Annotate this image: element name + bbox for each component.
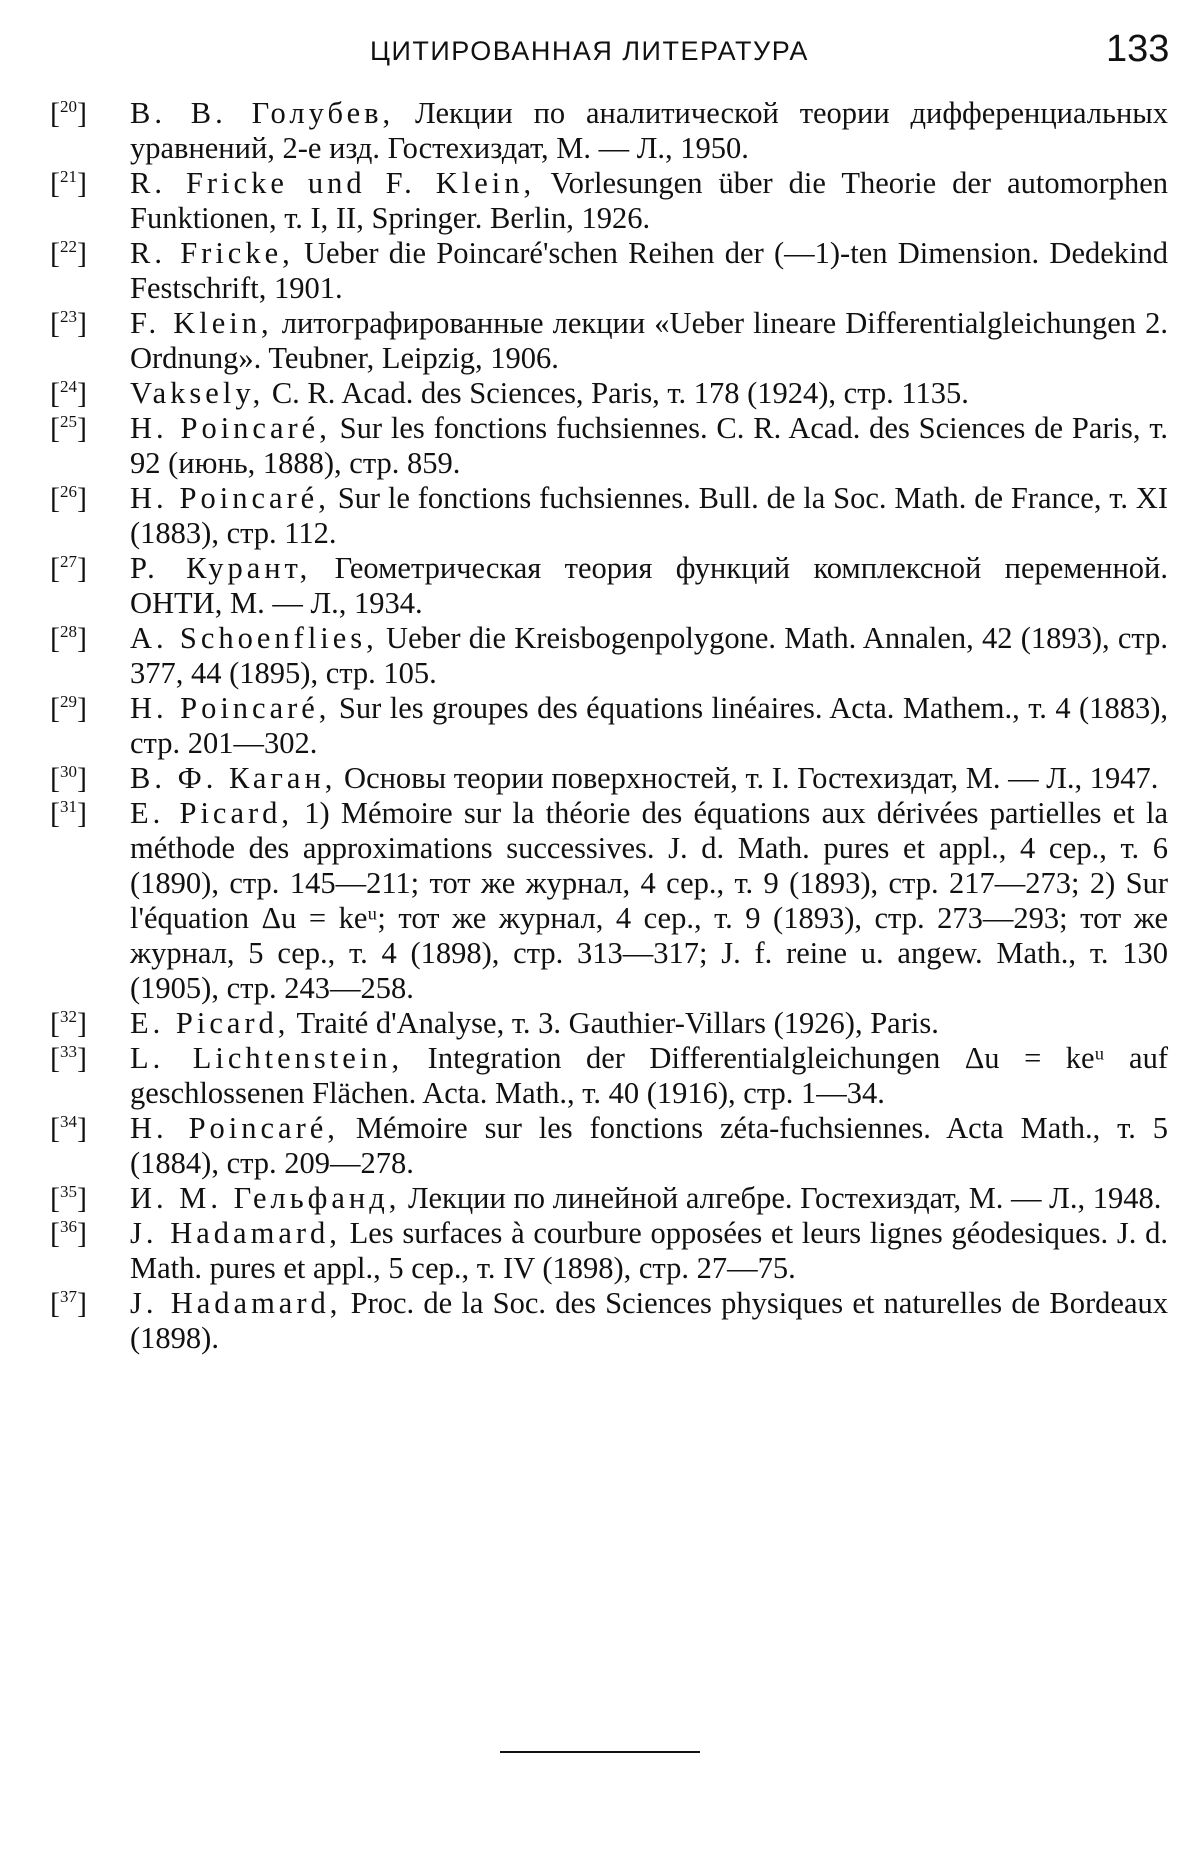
reference-body: Sur le fonctions fuchsiennes. Bull. de la Soc. Math. de France, т. XI (1883), стр. 112.: [130, 481, 1168, 550]
reference-item: [50, 1216, 1168, 1286]
reference-body: Proc. de la Soc. des Sciences physiques et naturelles de Bordeaux (1898).: [130, 1286, 1168, 1355]
reference-number: [$^{28}$]: [50, 622, 87, 655]
running-header: [0, 28, 1200, 78]
reference-author: F. Klein,: [130, 306, 273, 340]
reference-author: R. Fricke und F. Klein,: [130, 166, 536, 200]
reference-item: [50, 481, 1168, 551]
reference-text: [130, 621, 1168, 691]
reference-text: [130, 376, 1168, 411]
reference-author: E. Picard,: [130, 796, 294, 830]
reference-author: L. Lichtenstein,: [130, 1041, 404, 1075]
reference-number: [$^{34}$]: [50, 1112, 87, 1145]
reference-number: [$^{21}$]: [50, 167, 87, 200]
reference-body: Sur les fonctions fuchsiennes. C. R. Acad. des Sciences de Paris, т. 92 (июнь, 1888), стр. 859.: [130, 411, 1168, 480]
reference-number-value: 28: [60, 622, 77, 641]
reference-item: [50, 1181, 1168, 1216]
reference-number: [$^{26}$]: [50, 482, 87, 515]
reference-body: Traité d'Analyse, т. 3. Gauthier-Villars (1926), Paris.: [289, 1006, 939, 1040]
reference-number-value: 37: [60, 1287, 77, 1306]
reference-item: [50, 551, 1168, 621]
reference-text: [130, 796, 1168, 1006]
reference-number-value: 33: [60, 1042, 77, 1061]
reference-item: [50, 796, 1168, 1006]
reference-body: Основы теории поверхностей, т. I. Гостехиздат, М. — Л., 1947.: [336, 761, 1159, 795]
reference-text: [130, 1216, 1168, 1286]
reference-text: [130, 1006, 1168, 1041]
reference-item: [50, 306, 1168, 376]
reference-text: [130, 1286, 1168, 1356]
reference-text: [130, 691, 1168, 761]
page-number: 133: [1106, 28, 1170, 70]
reference-text: [130, 236, 1168, 306]
reference-number: [$^{30}$]: [50, 762, 87, 795]
reference-number-value: 24: [60, 377, 77, 396]
reference-text: [130, 166, 1168, 236]
reference-body: Les surfaces à courbure opposées et leurs lignes géodesiques. J. d. Math. pures et appl., 5 сер., т. IV (1898), стр. 27—75.: [130, 1216, 1168, 1285]
reference-number: [$^{22}$]: [50, 237, 87, 270]
reference-number-value: 26: [60, 482, 77, 501]
reference-item: [50, 166, 1168, 236]
reference-author: В. Ф. Каган,: [130, 761, 337, 795]
running-title: ЦИТИРОВАННАЯ ЛИТЕРАТУРА: [370, 36, 809, 66]
reference-item: [50, 236, 1168, 306]
reference-number-value: 25: [60, 412, 77, 431]
reference-author: В. В. Голубев,: [130, 96, 395, 130]
reference-body: Лекции по линейной алгебре. Гостехиздат, М. — Л., 1948.: [400, 1181, 1162, 1215]
reference-text: [130, 761, 1168, 796]
reference-author: И. М. Гельфанд,: [130, 1181, 401, 1215]
reference-number-value: 20: [60, 97, 77, 116]
reference-number: [$^{29}$]: [50, 692, 87, 725]
reference-author: H. Poincaré,: [130, 1111, 339, 1145]
reference-author: H. Poincaré,: [130, 691, 331, 725]
reference-body: Ueber die Kreisbogenpolygone. Math. Annalen, 42 (1893), стр. 377, 44 (1895), стр. 105.: [130, 621, 1168, 690]
reference-number: [$^{33}$]: [50, 1042, 87, 1075]
reference-item: [50, 411, 1168, 481]
reference-item: [50, 1111, 1168, 1181]
reference-item: [50, 1006, 1168, 1041]
reference-item: [50, 691, 1168, 761]
reference-text: [130, 481, 1168, 551]
reference-item: [50, 1041, 1168, 1111]
reference-author: Vaksely,: [130, 376, 265, 410]
reference-number-value: 34: [60, 1112, 77, 1131]
reference-item: [50, 621, 1168, 691]
reference-text: [130, 1041, 1168, 1111]
reference-number: [$^{37}$]: [50, 1287, 87, 1320]
reference-author: J. Hadamard,: [130, 1286, 342, 1320]
reference-number: [$^{20}$]: [50, 97, 87, 130]
reference-number-value: 29: [60, 692, 77, 711]
reference-number: [$^{36}$]: [50, 1217, 87, 1250]
reference-body: Геометрическая теория функций комплексной переменной. ОНТИ, М. — Л., 1934.: [130, 551, 1168, 620]
reference-body: Sur les groupes des équations linéaires. Acta. Mathem., т. 4 (1883), стр. 201—302.: [130, 691, 1168, 760]
reference-number-value: 31: [60, 797, 77, 816]
reference-author: H. Poincaré,: [130, 481, 330, 515]
reference-number-value: 36: [60, 1217, 77, 1236]
reference-author: A. Schoenflies,: [130, 621, 378, 655]
reference-number-value: 27: [60, 552, 77, 571]
reference-number: [$^{24}$]: [50, 377, 87, 410]
reference-body: литографированные лекции «Ueber lineare Differentialgleichungen 2. Ordnung». Teubner, Leipzig, 1906.: [130, 306, 1168, 375]
reference-body: Mémoire sur les fonctions zéta-fuchsiennes. Acta Math., т. 5 (1884), стр. 209—278.: [130, 1111, 1169, 1180]
reference-body: Vorlesungen über die Theorie der automorphen Funktionen, т. I, II, Springer. Berlin, 1926.: [130, 166, 1168, 235]
reference-number: [$^{32}$]: [50, 1007, 87, 1040]
reference-text: [130, 1111, 1168, 1181]
reference-body: Ueber die Poincaré'schen Reihen der (—1)-ten Dimension. Dedekind Festschrift, 1901.: [130, 236, 1168, 305]
reference-list: [50, 96, 1168, 1356]
reference-text: [130, 411, 1168, 481]
reference-body: Integration der Differentialgleichungen Δu = keᵘ auf geschlossenen Flächen. Acta. Math., т. 40 (1916), стр. 1—34.: [130, 1041, 1169, 1110]
reference-number: [$^{23}$]: [50, 307, 87, 340]
reference-number-value: 22: [60, 237, 77, 256]
reference-body: C. R. Acad. des Sciences, Paris, т. 178 (1924), стр. 1135.: [264, 376, 969, 410]
reference-item: [50, 376, 1168, 411]
reference-text: [130, 96, 1168, 166]
reference-author: J. Hadamard,: [130, 1216, 341, 1250]
reference-text: [130, 1181, 1168, 1216]
reference-body: 1) Mémoire sur la théorie des équations aux dérivées partielles et la méthode des approximations successives. J. d. Math. pures et appl., 4 сер., т. 6 (1890), стр. 145—211; тот же журнал, 4 сер., т. 9 (1893), стр. 217—273; 2) Sur l'équation Δu = keᵘ; тот же журнал, 4 сер., т. 9 (1893), стр. 273—293; тот же журнал, 5 сер., т. 4 (1898), стр. 313—317; J. f. reine u. angew. Math., т. 130 (1905), стр. 243—258.: [130, 796, 1168, 1005]
reference-number-value: 21: [60, 167, 77, 186]
reference-item: [50, 761, 1168, 796]
reference-number-value: 30: [60, 762, 77, 781]
end-rule: [500, 1751, 700, 1753]
reference-item: [50, 96, 1168, 166]
reference-author: E. Picard,: [130, 1006, 290, 1040]
reference-author: R. Fricke,: [130, 236, 294, 270]
reference-number: [$^{31}$]: [50, 797, 87, 830]
reference-author: H. Poincaré,: [130, 411, 331, 445]
reference-text: [130, 551, 1168, 621]
reference-number-value: 23: [60, 307, 77, 326]
reference-item: [50, 1286, 1168, 1356]
reference-number-value: 32: [60, 1007, 77, 1026]
reference-body: Лекции по аналитической теории дифференциальных уравнений, 2-е изд. Гостехиздат, М. — Л., 1950.: [130, 96, 1169, 165]
reference-number: [$^{27}$]: [50, 552, 87, 585]
reference-text: [130, 306, 1168, 376]
reference-number: [$^{25}$]: [50, 412, 87, 445]
reference-author: Р. Курант,: [130, 551, 312, 585]
reference-number: [$^{35}$]: [50, 1182, 87, 1215]
reference-number-value: 35: [60, 1182, 77, 1201]
